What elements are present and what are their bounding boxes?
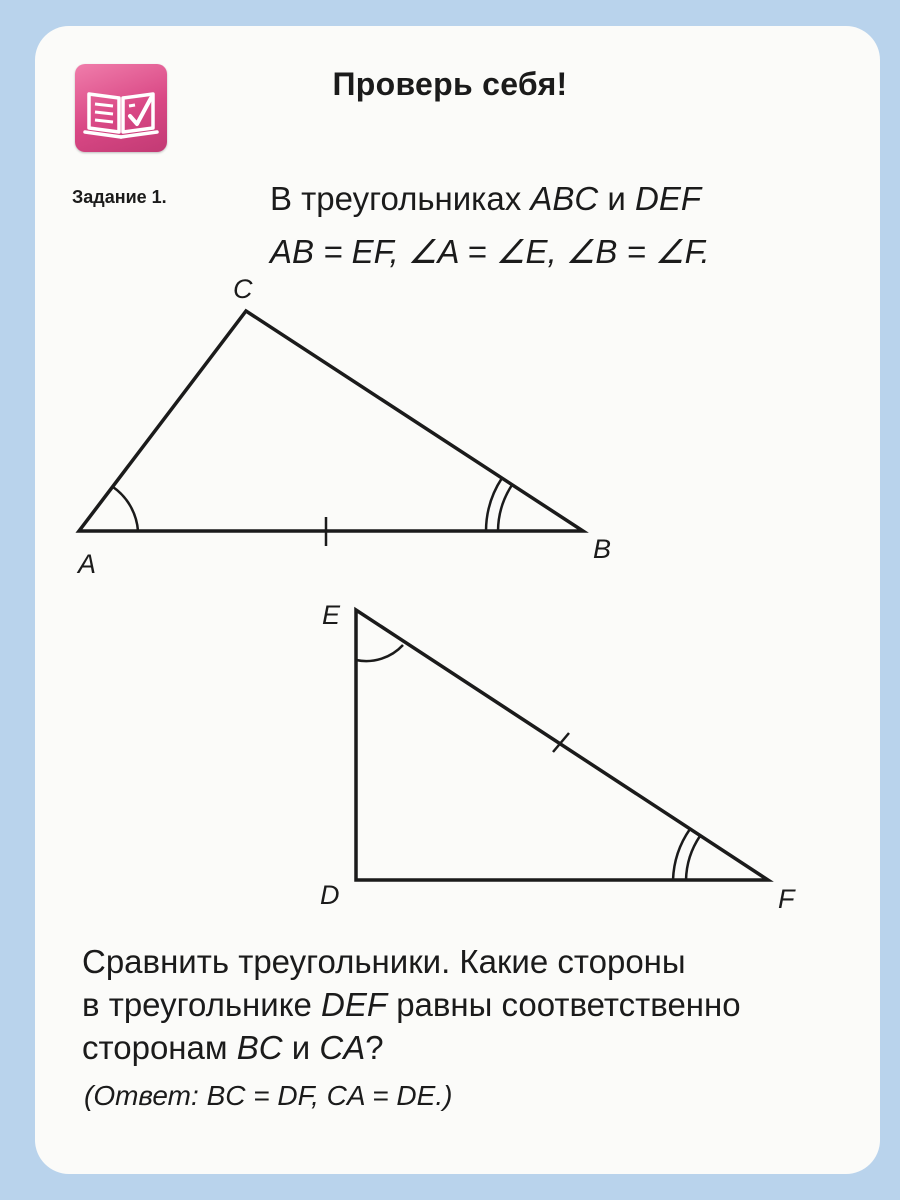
- question-line-3-prefix: сторонам: [82, 1029, 237, 1066]
- question-line-3: [82, 1026, 872, 1069]
- equality-angle-a-e: ∠A = ∠E,: [407, 233, 557, 270]
- question-mark: ?: [365, 1029, 384, 1066]
- question-line-2-suffix: равны соответственно: [387, 986, 741, 1023]
- question-text: [82, 940, 872, 1069]
- task-label: Задание 1.: [72, 187, 167, 207]
- equality-angle-b-f: ∠B = ∠F.: [565, 233, 710, 270]
- vertex-label-f: F: [778, 884, 795, 914]
- answer-text: (Ответ: BC = DF, CA = DE.): [84, 1080, 453, 1111]
- question-conjunction: и: [282, 1029, 320, 1066]
- vertex-label-e: E: [322, 600, 341, 630]
- question-line-2-prefix: в треугольнике: [82, 986, 322, 1023]
- angle-a-arc: [113, 487, 138, 531]
- equality-sides: AB = EF,: [270, 233, 399, 270]
- question-triangle-name: DEF: [321, 986, 388, 1023]
- question-line-1: Сравнить треугольники. Какие стороны: [82, 943, 686, 980]
- angle-e-arc: [356, 645, 403, 661]
- question-side-ca: CA: [319, 1029, 366, 1066]
- vertex-label-b: B: [593, 534, 612, 564]
- triangle-abc-name: ABC: [530, 180, 599, 217]
- angle-f-arc-inner: [686, 836, 700, 880]
- given-conjunction: и: [598, 180, 635, 217]
- triangle-def-name: DEF: [635, 180, 701, 217]
- given-prefix: В треугольниках: [270, 180, 531, 217]
- vertex-label-a: A: [78, 549, 97, 579]
- angle-b-arc-inner: [498, 485, 512, 531]
- triangle-def: [356, 610, 768, 880]
- question-side-bc: BC: [236, 1029, 283, 1066]
- vertex-label-c: C: [233, 274, 253, 304]
- question-line-2: [82, 983, 872, 1026]
- vertex-label-d: D: [320, 880, 340, 910]
- triangle-abc: [79, 311, 583, 531]
- page-title: Проверь себя!: [332, 66, 568, 102]
